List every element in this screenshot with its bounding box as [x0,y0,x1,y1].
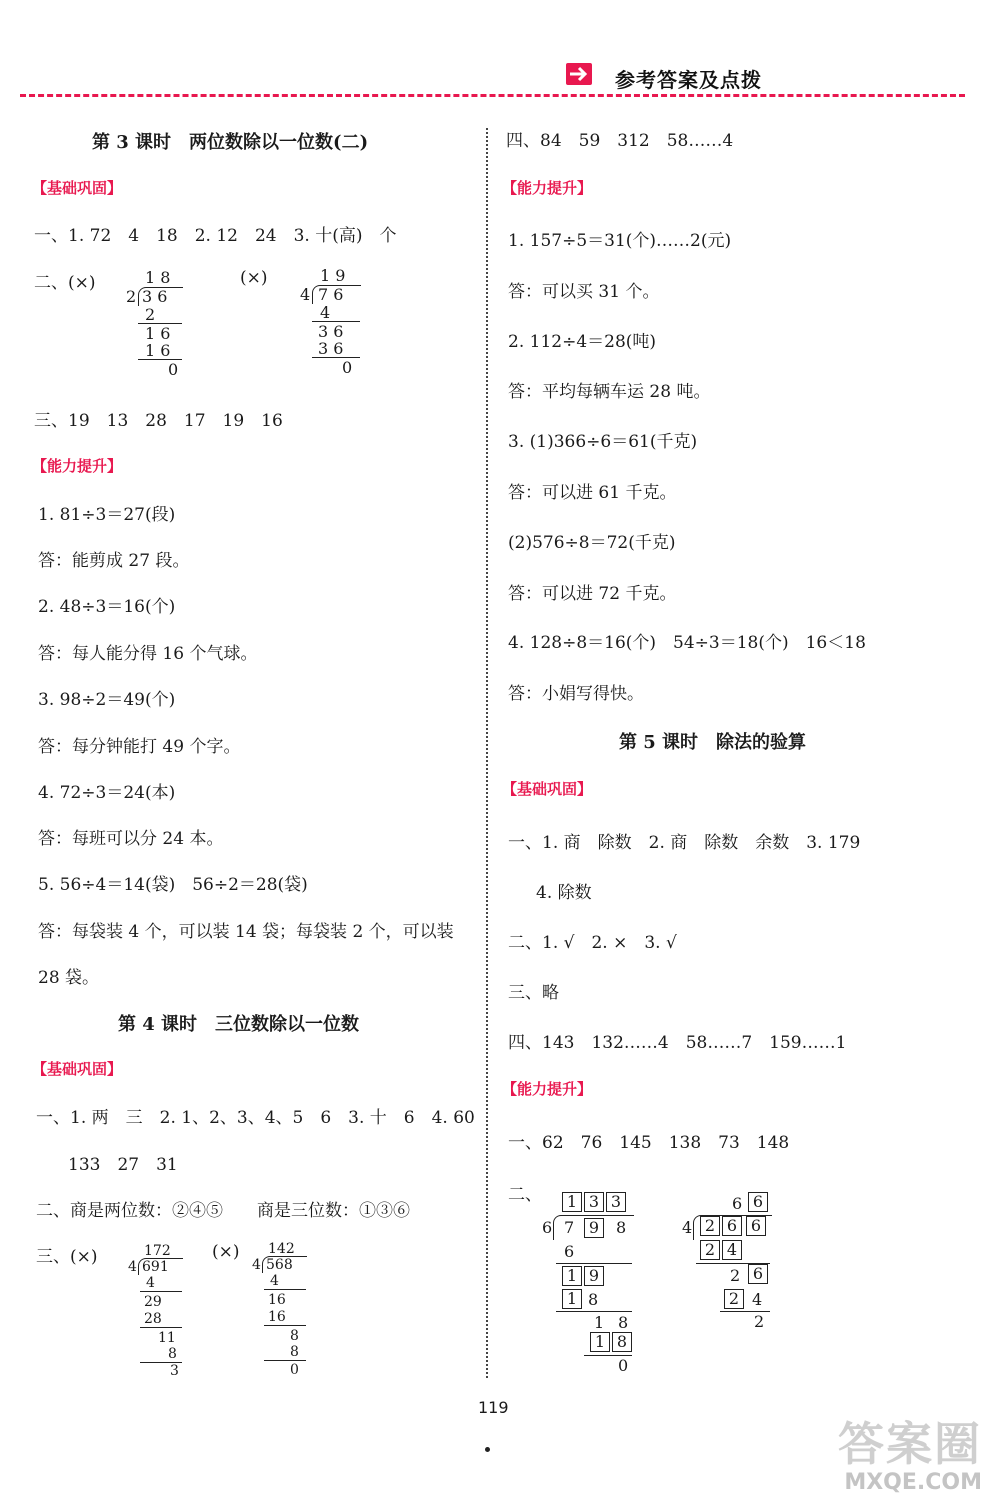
digit-box: 6 [722,1216,742,1236]
b2-answer: 答：平均每辆车运 28 吨。 [508,382,711,402]
remainder: 0 [290,1362,299,1378]
long-division-1 [118,270,198,380]
box-division-6 [676,1190,786,1340]
digit-box: 2 [724,1289,744,1309]
a5-answer-1: 答：每袋装 4 个，可以装 14 袋；每袋装 2 个，可以装 [38,922,454,942]
header-divider [20,94,965,97]
bar [140,1291,182,1292]
digit: 7 [564,1218,575,1237]
a4: 4. 72÷3＝24(本) [38,783,176,803]
dividend: 568 [266,1257,293,1273]
digit-box: 2 [700,1216,720,1236]
step: 4 [270,1273,279,1289]
step: 2 [145,305,156,324]
b3b-answer: 答：可以进 72 千克。 [508,584,677,604]
divisor: 4 [682,1218,693,1237]
digit-box: 6 [746,1216,766,1236]
step: 3 6 [318,339,344,358]
tag-ability: 【能力提升】 [32,457,123,475]
watermark [838,1408,982,1495]
l5-q1a: 一、1. 商 除数 2. 商 除数 余数 3. 179 [508,833,861,853]
remainder: 3 [170,1363,179,1379]
step: 1 6 [145,324,171,343]
step: 8 [290,1328,299,1344]
l5-q1b: 4. 除数 [536,883,592,903]
l4-q1b: 133 27 31 [68,1155,178,1175]
step: 1 6 [145,341,171,360]
b3: 3. (1)366÷6＝61(千克) [508,432,698,452]
quotient: 1 9 [320,266,346,285]
l5-q3: 三、略 [508,983,559,1003]
watermark-url: MXQE.COM [844,1470,982,1495]
quotient: 142 [268,1241,295,1257]
step: 16 [268,1309,286,1325]
bar [556,1263,632,1264]
quotient: 172 [144,1243,171,1259]
digit-box: 3 [584,1192,604,1212]
a4-answer: 答：每班可以分 24 本。 [38,829,224,849]
divisor: 4 [300,285,311,304]
arrow-icon [566,63,592,85]
digit-box: 9 [584,1218,604,1238]
a3-answer: 答：每分钟能打 49 个字。 [38,737,241,757]
tag-ability-right-2: 【能力提升】 [502,1080,593,1098]
lesson4-title: 第 4 课时 三位数除以一位数 [118,1014,360,1035]
step: 16 [268,1292,286,1308]
remainder: 0 [618,1356,629,1375]
l3-q2-mark2: (×) [240,268,268,288]
l4-q3-label: 三、(×) [36,1247,98,1267]
remainder: 0 [168,360,179,379]
step: 4 [320,303,331,322]
box-division-5 [536,1190,646,1375]
a1-answer: 答：能剪成 27 段。 [38,551,190,571]
tag-basic-right: 【基础巩固】 [502,780,593,798]
dividend: 7 6 [318,285,344,304]
digit-box: 1 [562,1289,582,1309]
dividend: 691 [142,1259,169,1275]
step: 28 [144,1311,162,1327]
digit-box: 3 [606,1192,626,1212]
l4-q2: 二、商是两位数：②④⑤ 商是三位数：①③⑥ [36,1201,410,1221]
bar [556,1311,632,1312]
b4-answer: 答：小娟写得快。 [508,684,644,704]
b3-answer: 答：可以进 61 千克。 [508,483,677,503]
divisor: 2 [126,287,137,306]
step: 3 6 [318,322,344,341]
b3b: (2)576÷8＝72(千克) [508,533,676,553]
step: 11 [158,1330,176,1346]
step: 6 [564,1242,575,1261]
dot [485,1447,490,1452]
tag-ability-right: 【能力提升】 [502,179,593,197]
watermark-logo: 答案圈 [838,1417,982,1471]
l5-a2-label: 二、 [508,1185,542,1205]
a2-answer: 答：每人能分得 16 个气球。 [38,644,258,664]
digit: 2 [730,1266,741,1285]
l4-q1a: 一、1. 两 三 2. 1、2、3、4、5 6 3. 十 6 4. 60 [36,1108,475,1128]
header-title: 参考答案及点拨 [615,68,762,92]
page-number: 119 [478,1398,509,1417]
a2: 2. 48÷3＝16(个) [38,597,176,617]
tag-basic-2: 【基础巩固】 [32,1060,123,1078]
lesson3-title: 第 3 课时 两位数除以一位数(二) [92,132,369,153]
long-division-3 [126,1244,196,1379]
lesson5-title: 第 5 课时 除法的验算 [619,732,807,753]
divisor: 6 [542,1218,553,1237]
step: 4 [146,1275,155,1291]
divisor: 4 [252,1257,261,1273]
digit-box: 9 [584,1266,604,1286]
a5-answer-2: 28 袋。 [38,968,100,988]
long-division-2 [292,268,372,378]
l3-q1: 一、1. 72 4 18 2. 12 24 3. 十(高) 个 [34,226,397,246]
remainder: 0 [342,358,353,377]
l4-q3-mark2: (×) [212,1242,240,1262]
quotient: 1 8 [145,268,171,287]
digit: 8 [618,1313,629,1332]
bar [264,1360,306,1361]
digit-box: 1 [590,1332,610,1352]
step: 8 [168,1346,177,1362]
remainder: 2 [754,1312,765,1331]
digit: 8 [588,1290,599,1309]
dividend: 3 6 [142,287,168,306]
l3-q2-label: 二、(×) [34,273,96,293]
bar [264,1325,306,1326]
bar [264,1289,306,1290]
digit-box: 1 [562,1192,582,1212]
a3: 3. 98÷2＝49(个) [38,690,176,710]
digit-box: 6 [748,1264,768,1284]
digit-box: 6 [748,1192,768,1212]
b1-answer: 答：可以买 31 个。 [508,282,660,302]
long-division-4 [250,1242,320,1377]
l5-q2: 二、1. √ 2. × 3. √ [508,933,677,953]
l5-q4: 四、143 132……4 58……7 159……1 [508,1033,847,1053]
l5-a1: 一、62 76 145 138 73 148 [508,1133,790,1153]
a5: 5. 56÷4＝14(袋) 56÷2＝28(袋) [38,875,308,895]
digit-box: 2 [700,1240,720,1260]
digit-box: 8 [612,1332,632,1352]
a1: 1. 81÷3＝27(段) [38,505,176,525]
tag-basic: 【基础巩固】 [32,179,123,197]
digit: 8 [616,1218,627,1237]
b4: 4. 128÷8＝16(个) 54÷3＝18(个) 16＜18 [508,633,866,653]
l3-q3: 三、19 13 28 17 19 16 [34,411,283,431]
bar [140,1327,182,1328]
r-q4: 四、84 59 312 58……4 [506,131,734,151]
digit: 6 [732,1194,743,1213]
digit-box: 4 [722,1240,742,1260]
bar [312,357,360,358]
digit-box: 1 [562,1266,582,1286]
step: 8 [290,1344,299,1360]
digit: 4 [752,1290,763,1309]
b2: 2. 112÷4＝28(吨) [508,332,657,352]
b1: 1. 157÷5＝31(个)……2(元) [508,231,732,251]
step: 29 [144,1294,162,1310]
digit: 1 [594,1313,605,1332]
divisor: 4 [128,1259,137,1275]
column-divider [486,128,488,1378]
